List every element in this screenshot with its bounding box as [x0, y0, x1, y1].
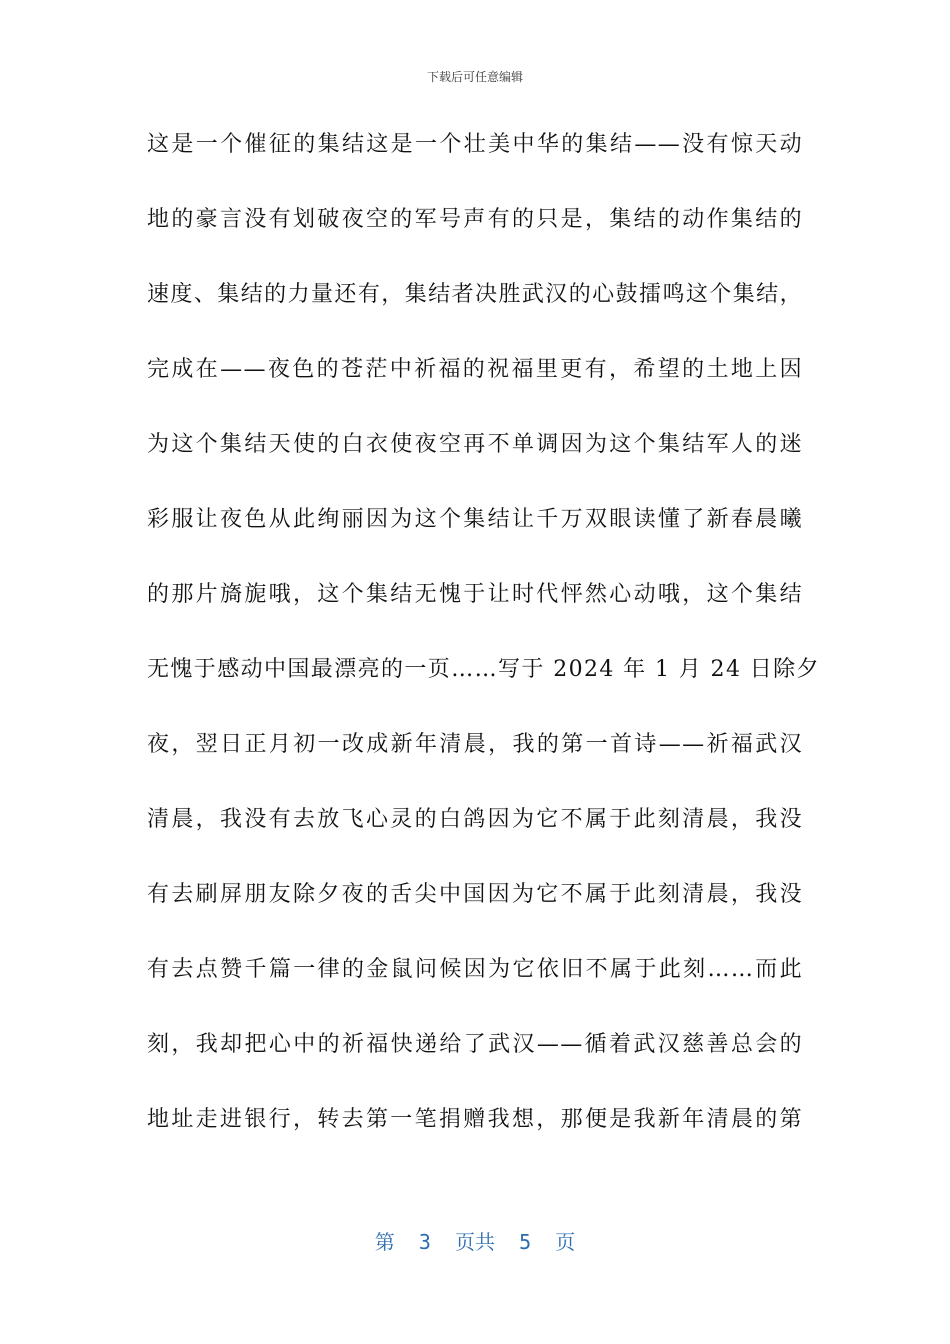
- text-line: 无愧于感动中国最漂亮的一页……写于 2024 年 1 月 24 日除夕: [147, 657, 820, 682]
- page-header-note: 下载后可任意编辑: [426, 70, 523, 84]
- text-line: 有去点赞千篇一律的金鼠问候因为它依旧不属于此刻……而此: [147, 957, 803, 982]
- text-line: 有去刷屏朋友除夕夜的舌尖中国因为它不属于此刻清晨，我没: [147, 882, 803, 907]
- text-line: 地址走进银行，转去第一笔捐赠我想，那便是我新年清晨的第: [147, 1107, 803, 1132]
- document-body: [147, 126, 820, 1176]
- text-line: 夜，翌日正月初一改成新年清晨，我的第一首诗——祈福武汉: [147, 732, 803, 757]
- text-line: 为这个集结天使的白衣使夜空再不单调因为这个集结军人的迷: [147, 432, 803, 457]
- text-line: 这是一个催征的集结这是一个壮美中华的集结——没有惊天动: [147, 132, 803, 157]
- text-line: 的那片旖旎哦，这个集结无愧于让时代怦然心动哦，这个集结: [147, 582, 803, 607]
- text-line: 地的豪言没有划破夜空的军号声有的只是，集结的动作集结的: [147, 207, 803, 232]
- text-line: 刻，我却把心中的祈福快递给了武汉——循着武汉慈善总会的: [147, 1032, 803, 1057]
- text-line: 彩服让夜色从此绚丽因为这个集结让千万双眼读懂了新春晨曦: [147, 507, 803, 532]
- text-line: 速度、集结的力量还有，集结者决胜武汉的心鼓擂鸣这个集结，: [147, 282, 803, 307]
- text-line: 清晨，我没有去放飞心灵的白鸽因为它不属于此刻清晨，我没: [147, 807, 803, 832]
- text-line: 完成在——夜色的苍茫中祈福的祝福里更有，希望的土地上因: [147, 357, 803, 382]
- page-number-footer: 第 3 页共 5 页: [374, 1230, 576, 1254]
